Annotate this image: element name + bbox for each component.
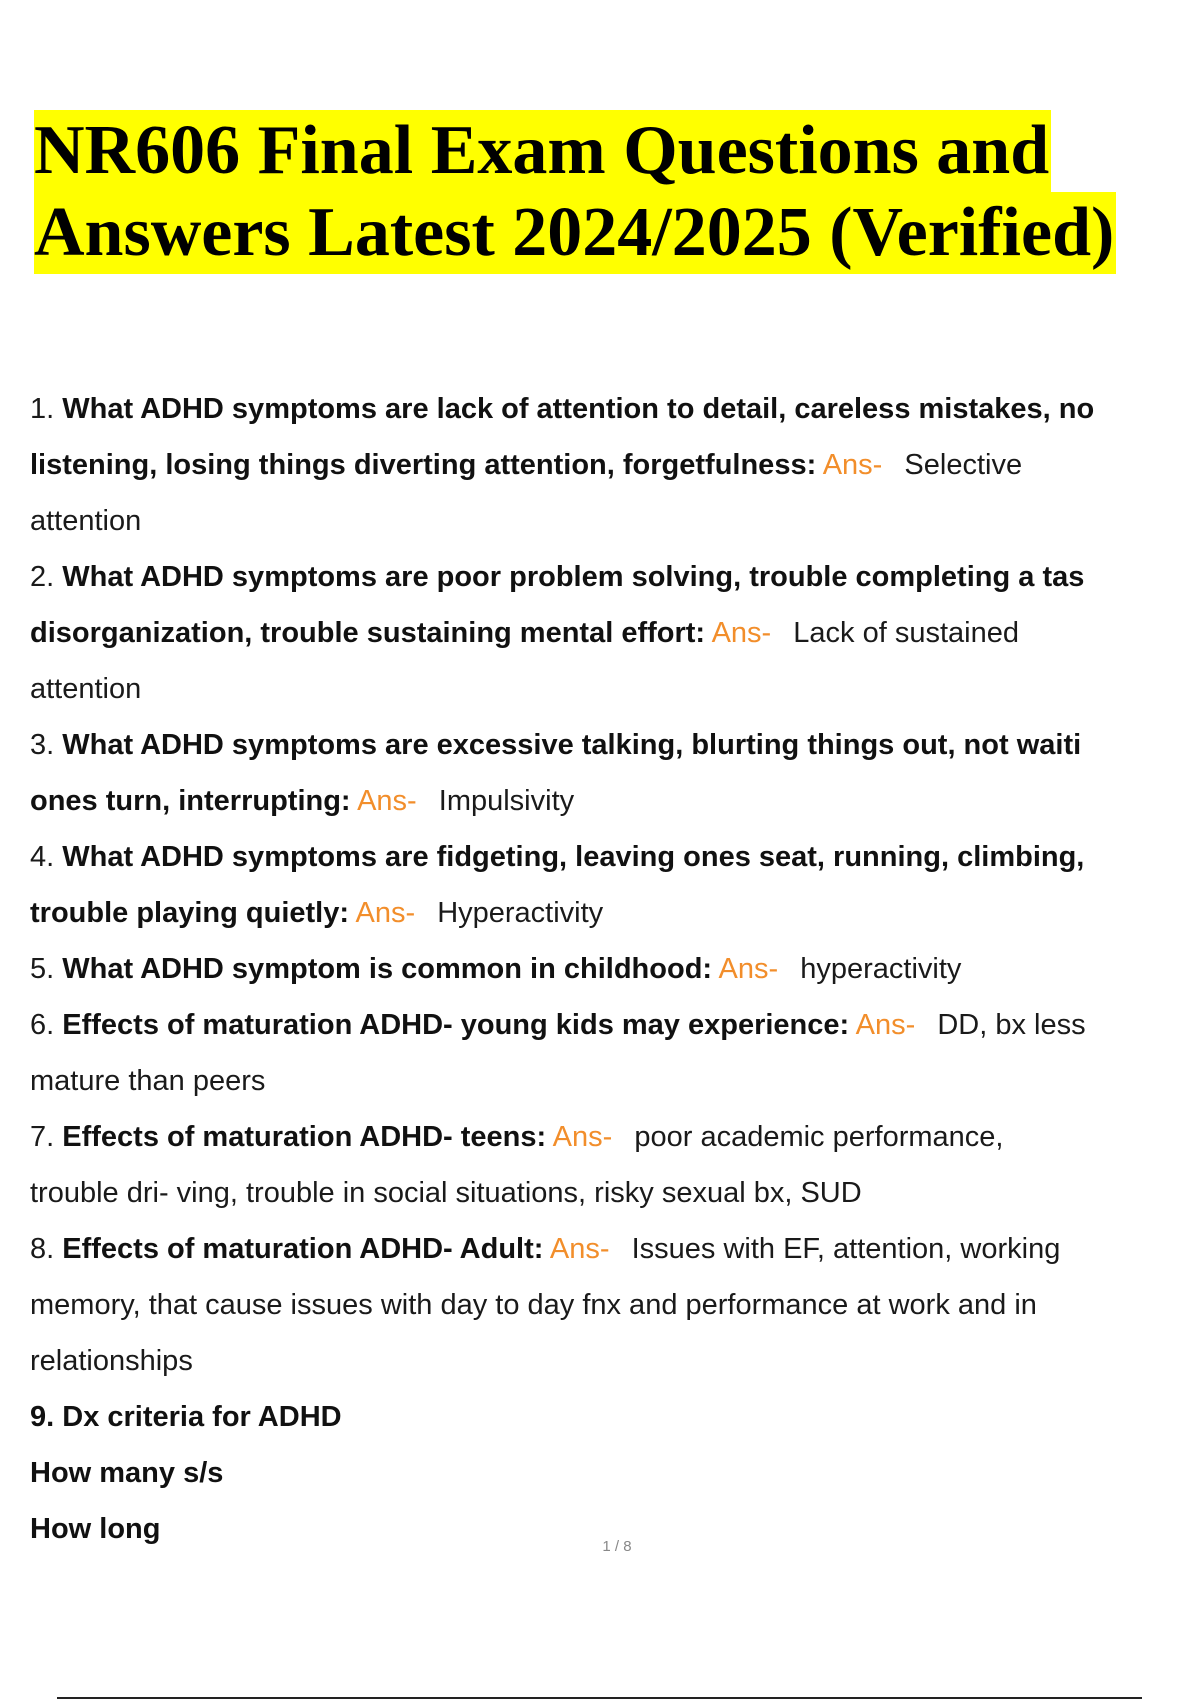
- list-item: [30, 1109, 1200, 1165]
- question-text: What ADHD symptoms are fidgeting, leaving ones seat, running, climbing,: [62, 841, 1085, 873]
- question-text: trouble playing quietly:: [30, 897, 350, 929]
- list-item-continuation: [30, 1333, 1200, 1389]
- ans-label: Ans-: [552, 1121, 613, 1153]
- question-text: disorganization, trouble sustaining mental effort:: [30, 617, 706, 649]
- answer-text: attention: [30, 505, 142, 537]
- title-line-2: Answers Latest 2024/2025 (Verified): [34, 192, 1116, 274]
- list-item-continuation: [30, 493, 1200, 549]
- answer-text: Hyperactivity: [437, 897, 604, 929]
- answer-text: Issues with EF, attention, working: [631, 1233, 1061, 1265]
- list-item-continuation: [30, 1053, 1200, 1109]
- title-line-1: NR606 Final Exam Questions and: [34, 110, 1051, 192]
- list-item-continuation: [30, 1165, 1200, 1221]
- answer-text: Lack of sustained: [793, 617, 1019, 649]
- list-item: [30, 1221, 1200, 1277]
- item-number: 9.: [30, 1401, 55, 1433]
- list-item-continuation: [30, 661, 1200, 717]
- question-text: Effects of maturation ADHD- Adult:: [62, 1233, 544, 1265]
- ans-label: Ans-: [718, 953, 779, 985]
- answer-text: poor academic performance,: [634, 1121, 1004, 1153]
- ans-label: Ans-: [355, 897, 416, 929]
- ans-label: Ans-: [855, 1009, 916, 1041]
- answer-text: Impulsivity: [438, 785, 575, 817]
- question-text: How many s/s: [30, 1457, 224, 1489]
- ans-label: Ans-: [357, 785, 417, 817]
- answer-text: trouble dri- ving, trouble in social situations, risky sexual bx, SUD: [30, 1177, 862, 1209]
- answer-text: relationships: [30, 1345, 193, 1377]
- question-text: Effects of maturation ADHD- teens:: [62, 1121, 547, 1153]
- list-item: [30, 381, 1200, 437]
- item-number: 6.: [30, 1009, 55, 1041]
- question-text: What ADHD symptom is common in childhood:: [62, 953, 713, 985]
- question-text: What ADHD symptoms are lack of attention to detail, careless mistakes, no: [62, 393, 1095, 425]
- answer-text: mature than peers: [30, 1065, 266, 1097]
- document-title: [34, 110, 1200, 274]
- qa-list: [30, 381, 1200, 1557]
- question-text: What ADHD symptoms are excessive talking, blurting things out, not waiti: [62, 729, 1082, 761]
- question-text: ones turn, interrupting:: [30, 785, 351, 817]
- answer-text: memory, that cause issues with day to day fnx and performance at work and in: [30, 1289, 1037, 1321]
- list-item-continuation: [30, 1445, 1200, 1501]
- list-item-continuation: [30, 605, 1200, 661]
- list-item-continuation: [30, 773, 1200, 829]
- answer-text: Selective: [904, 449, 1023, 481]
- page-indicator: 1 / 8: [602, 1538, 632, 1555]
- list-item-continuation: [30, 885, 1200, 941]
- list-item-continuation: [30, 437, 1200, 493]
- list-item: [30, 717, 1200, 773]
- item-number: 1.: [30, 393, 55, 425]
- question-text: Effects of maturation ADHD- young kids may experience:: [62, 1009, 850, 1041]
- question-text: Dx criteria for ADHD: [62, 1401, 342, 1433]
- list-item: [30, 997, 1200, 1053]
- list-item-continuation: [30, 1277, 1200, 1333]
- list-item: [30, 549, 1200, 605]
- ans-label: Ans-: [549, 1233, 610, 1265]
- list-item: [30, 1389, 1200, 1445]
- list-item: [30, 941, 1200, 997]
- ans-label: Ans-: [711, 617, 772, 649]
- page-divider: [57, 1697, 1142, 1699]
- ans-label: Ans-: [822, 449, 883, 481]
- answer-text: DD, bx less: [937, 1009, 1086, 1041]
- answer-text: attention: [30, 673, 142, 705]
- question-text: What ADHD symptoms are poor problem solving, trouble completing a tas: [62, 561, 1085, 593]
- question-text: listening, losing things diverting attention, forgetfulness:: [30, 449, 817, 481]
- answer-text: hyperactivity: [800, 953, 962, 985]
- item-number: 3.: [30, 729, 55, 761]
- item-number: 7.: [30, 1121, 55, 1153]
- list-item: [30, 829, 1200, 885]
- item-number: 5.: [30, 953, 55, 985]
- item-number: 4.: [30, 841, 55, 873]
- item-number: 2.: [30, 561, 55, 593]
- question-text: How long: [30, 1513, 161, 1545]
- item-number: 8.: [30, 1233, 55, 1265]
